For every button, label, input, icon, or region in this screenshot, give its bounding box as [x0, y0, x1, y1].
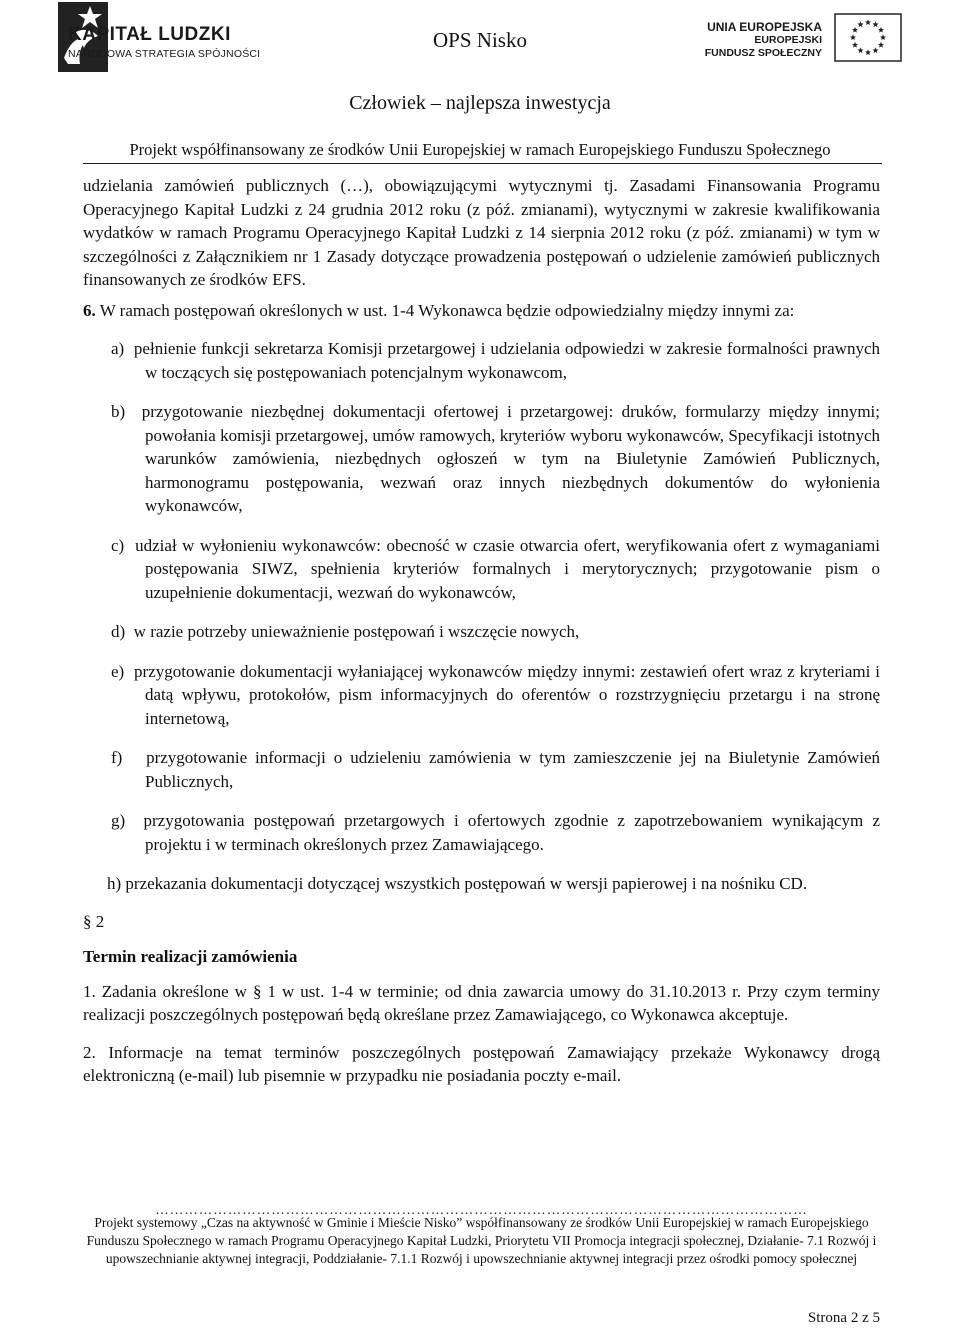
- ue-line-1: UNIA EUROPEJSKA: [707, 20, 822, 34]
- section-point-2: 2. Informacje na temat terminów poszczególnych postępowań Zamawiający przekaże Wykonawcy drogą elektroniczną (e-mail) lub pisemnie w przypadku nie posiadania poczty e-mail.: [83, 1042, 880, 1085]
- footer-text: Projekt systemowy „Czas na aktywność w Gminie i Mieście Nisko” współfinansowany ze środków Unii Europejskiej w ramach Europejskiego Funduszu Społecznego w ramach Programu Operacyjnego Kapitał Ludzki, Priorytetu VII Promocja integracji społecznej, Działanie- 7.1 Rozwój i upowszechnianie aktywnej integracji, Poddziałanie- 7.1.1 Rozwój i upowszechnianie aktywnej integracji przez ośrodki pomocy społecznej: [86, 1215, 877, 1266]
- eu-flag-icon: [834, 13, 902, 62]
- header-divider: [83, 163, 882, 164]
- footer-dots: ………………………………………………………………………………………………………………………: [155, 1202, 808, 1217]
- kapital-ludzki-subtitle: NARODOWA STRATEGIA SPÓJNOŚCI: [68, 48, 261, 60]
- ue-line-2: EUROPEJSKI: [754, 34, 822, 46]
- list-item: d) w razie potrzeby unieważnienie postępowań i wszczęcie nowych,: [111, 622, 580, 641]
- list-item: a) pełnienie funkcji sekretarza Komisji przetargowej i udzielania odpowiedzi w zakresie formalności prawnych w toczących się postępowaniach potencjalnym wykonawcom,: [111, 339, 880, 382]
- list-item: c) udział w wyłonieniu wykonawców: obecność w czasie otwarcia ofert, weryfikowania ofert z wymaganiami postępowania SIWZ, spełnienia kryteriów formalnych i merytorycznych; przygotowanie pism o uzupełnienie dokumentacji, wezwań do wykonawców,: [111, 535, 880, 602]
- list-item: e) przygotowanie dokumentacji wyłaniającej wykonawców między innymi: zestawień ofert wraz z kryteriami i datą wpływu, protokołów, pism informacyjnych do oferentów o rozstrzygnięciu przetargu i na stronę internetową,: [111, 661, 880, 728]
- document-body: [83, 174, 880, 1102]
- page-number: Strona 2 z 5: [807, 1310, 880, 1326]
- paragraph-6-number: 6.: [83, 300, 96, 320]
- section-point-1: 1. Zadania określone w § 1 w ust. 1-4 w terminie; od dnia zawarcia umowy do 31.10.2013 r. Przy czym terminy realizacji poszczególnych postępowań będą określane przez Zamawiającego, co Wykonawca akceptuje.: [83, 981, 880, 1024]
- list-item: f) przygotowanie informacji o udzieleniu zamówienia w tym zamieszczenie jej na Biuletynie Zamówień Publicznych,: [111, 748, 880, 791]
- motto: Człowiek – najlepsza inwestycja: [349, 92, 611, 114]
- section-title: Termin realizacji zamówienia: [83, 947, 298, 966]
- list-item: g) przygotowania postępowań przetargowych i ofertowych zgodnie z zapotrzebowaniem wynikającym z projektu i w terminach określonych przez Zamawiającego.: [111, 811, 880, 854]
- kapital-ludzki-title: KAPITAŁ LUDZKI: [68, 24, 231, 45]
- ue-text: [705, 21, 822, 60]
- intro-paragraph: udzielania zamówień publicznych (…), obowiązującymi wytycznymi tj. Zasadami Finansowania Programu Operacyjnego Kapitał Ludzki z 24 grudnia 2012 roku (z póź. zmianami), wytycznymi w zakresie kwalifikowania wydatków w ramach Programu Operacyjnego Kapitał Ludzki z 14 sierpnia 2012 roku (z póź. zmianami) w tym w szczególności z Załącznikiem nr 1 Zasady dotyczące prowadzenia postępowań o udzielenie zamówień publicznych finansowanych ze środków EFS.: [83, 176, 880, 289]
- list-item-h: h) przekazania dokumentacji dotyczącej wszystkich postępowań w wersji papierowej i na nośniku CD.: [107, 874, 808, 893]
- paragraph-6: [83, 299, 880, 323]
- paragraph-mark: § 2: [83, 911, 105, 931]
- page-header: [0, 0, 960, 165]
- paragraph-6-text: W ramach postępowań określonych w ust. 1-4 Wykonawca będzie odpowiedzialny między innymi za:: [95, 300, 795, 320]
- list-item: b) przygotowanie niezbędnej dokumentacji ofertowej i przetargowej: druków, formularzy między innymi; powołania komisji przetargowej, umów ramowych, kryteriów wyboru wykonawców, Specyfikacji istotnych warunków zamówienia, niezbędnych ogłoszeń w tym na Biuletynie Zamówień Publicznych, harmonogramu postępowania, wezwań oraz innych niezbędnych dokumentów do wyłonienia wykonawców,: [111, 402, 880, 515]
- project-cofinanced-line: Projekt współfinansowany ze środków Unii Europejskiej w ramach Europejskiego Funduszu Społecznego: [129, 140, 831, 159]
- page-footer: [83, 1202, 880, 1268]
- org-name: OPS Nisko: [433, 28, 527, 52]
- ue-line-3: FUNDUSZ SPOŁECZNY: [704, 47, 822, 59]
